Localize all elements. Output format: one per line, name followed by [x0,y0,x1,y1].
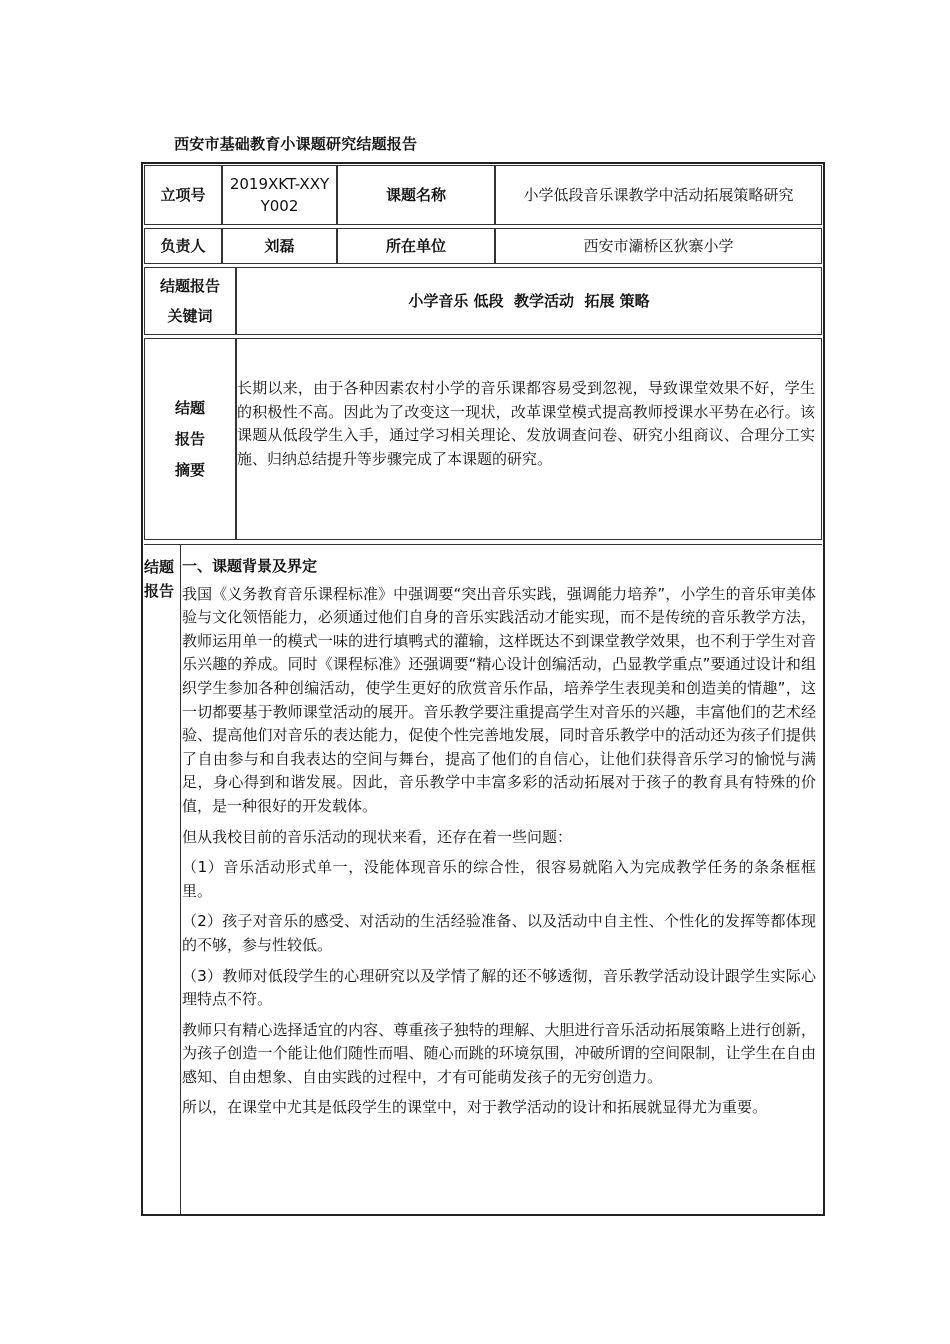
row-leader-info [144,228,822,264]
report-paragraph: 教师只有精心选择适宜的内容、尊重孩子独特的理解、大胆进行音乐活动拓展策略上进行创新，为孩子创造一个能让他们随性而唱、随心而跳的环境氛围，冲破所谓的空间限制，让学生在自由感知、自由想象、自由实践的过程中，才有可能萌发孩子的无穷创造力。 [182,1020,816,1086]
label-abstract [144,338,236,540]
project-no-value: 2019XKT-XXYY002 [222,165,337,225]
report-body [180,545,822,1214]
topic-value: 小学低段音乐课教学中活动拓展策略研究 [495,165,822,225]
label-leader: 负责人 [144,228,222,264]
row-project-info [144,165,822,225]
abstract-text: 长期以来，由于各种因素农村小学的音乐课都容易受到忽视，导致课堂效果不好，学生的积极性不高。因此为了改变这一现状，改革课堂模式提高教师授课水平势在必行。该课题从低段学生入手，通过学习相关理论、发放调查问卷、研究小组商议、合理分工实施、归纳总结提升等步骤完成了本课题的研究。 [237,379,815,468]
report-paragraph: 但从我校目前的音乐活动的现状来看，还存在着一些问题： [182,827,573,846]
label-keywords-line2: 关键词 [167,307,213,325]
abstract-cell [236,338,822,540]
row-keywords [144,267,822,335]
keywords-value: 小学音乐 低段 教学活动 拓展 策略 [236,267,822,335]
label-report-line2: 报告 [144,582,175,600]
label-topic: 课题名称 [337,165,495,225]
section-title: 一、课题背景及界定 [182,557,318,575]
row-abstract [144,338,822,540]
report-paragraph: （1）音乐活动形式单一，没能体现音乐的综合性，很容易就陷入为完成教学任务的条条框框里。 [182,858,816,900]
unit-value: 西安市灞桥区狄寨小学 [495,228,822,264]
label-abstract-line3: 摘要 [174,460,205,479]
label-abstract-line1: 结题 [174,398,205,417]
document-title: 西安市基础教育小课题研究结题报告 [174,135,418,153]
label-abstract-line2: 报告 [174,429,205,448]
report-paragraph: （3）教师对低段学生的心理研究以及学情了解的还不够透彻，音乐教学活动设计跟学生实际心理特点不符。 [182,966,816,1009]
leader-value: 刘磊 [222,228,337,264]
label-report-line1: 结题 [144,558,175,576]
label-project-no: 立项号 [144,165,222,225]
label-unit: 所在单位 [337,228,495,264]
report-paragraph: 我国《义务教育音乐课程标准》中强调要“突出音乐实践，强调能力培养”，小学生的音乐审美体验与文化领悟能力，必须通过他们自身的音乐实践活动才能实现，而不是传统的音乐教学方法，教师运用单一的模式一味的进行填鸭式的灌输，这样既达不到课堂教学效果，也不利于学生对音乐兴趣的养成。同时《课程标准》还强调要“精心设计创编活动，凸显教学重点”要通过设计和组织学生参加各种创编活动，使学生更好的欣赏音乐作品，培养学生表现美和创造美的情趣”，这一切都要基于教师课堂活动的展开。音乐教学要注重提高学生对音乐的兴趣，丰富他们的艺术经验、提高他们对音乐的表达能力，促使个性完善地发展，同时音乐教学中的活动还为孩子们提供了自由参与和自我表达的空间与舞台，提高了他们的自信心，让他们获得音乐学习的愉悦与满足，身心得到和谐发展。因此，音乐教学中丰富多彩的活动拓展对于孩子的教育具有特殊的价值，是一种很好的开发载体。 [182,584,816,815]
label-keywords-line1: 结题报告 [159,277,220,295]
row-report [144,544,822,1214]
report-paragraph: 所以，在课堂中尤其是低段学生的课堂中，对于教学活动的设计和拓展就显得尤为重要。 [182,1098,768,1117]
label-report [144,555,180,603]
label-keywords [144,267,236,335]
report-paragraph: （2）孩子对音乐的感受、对活动的生活经验准备、以及活动中自主性、个性化的发挥等都体现的不够，参与性较低。 [182,912,816,954]
